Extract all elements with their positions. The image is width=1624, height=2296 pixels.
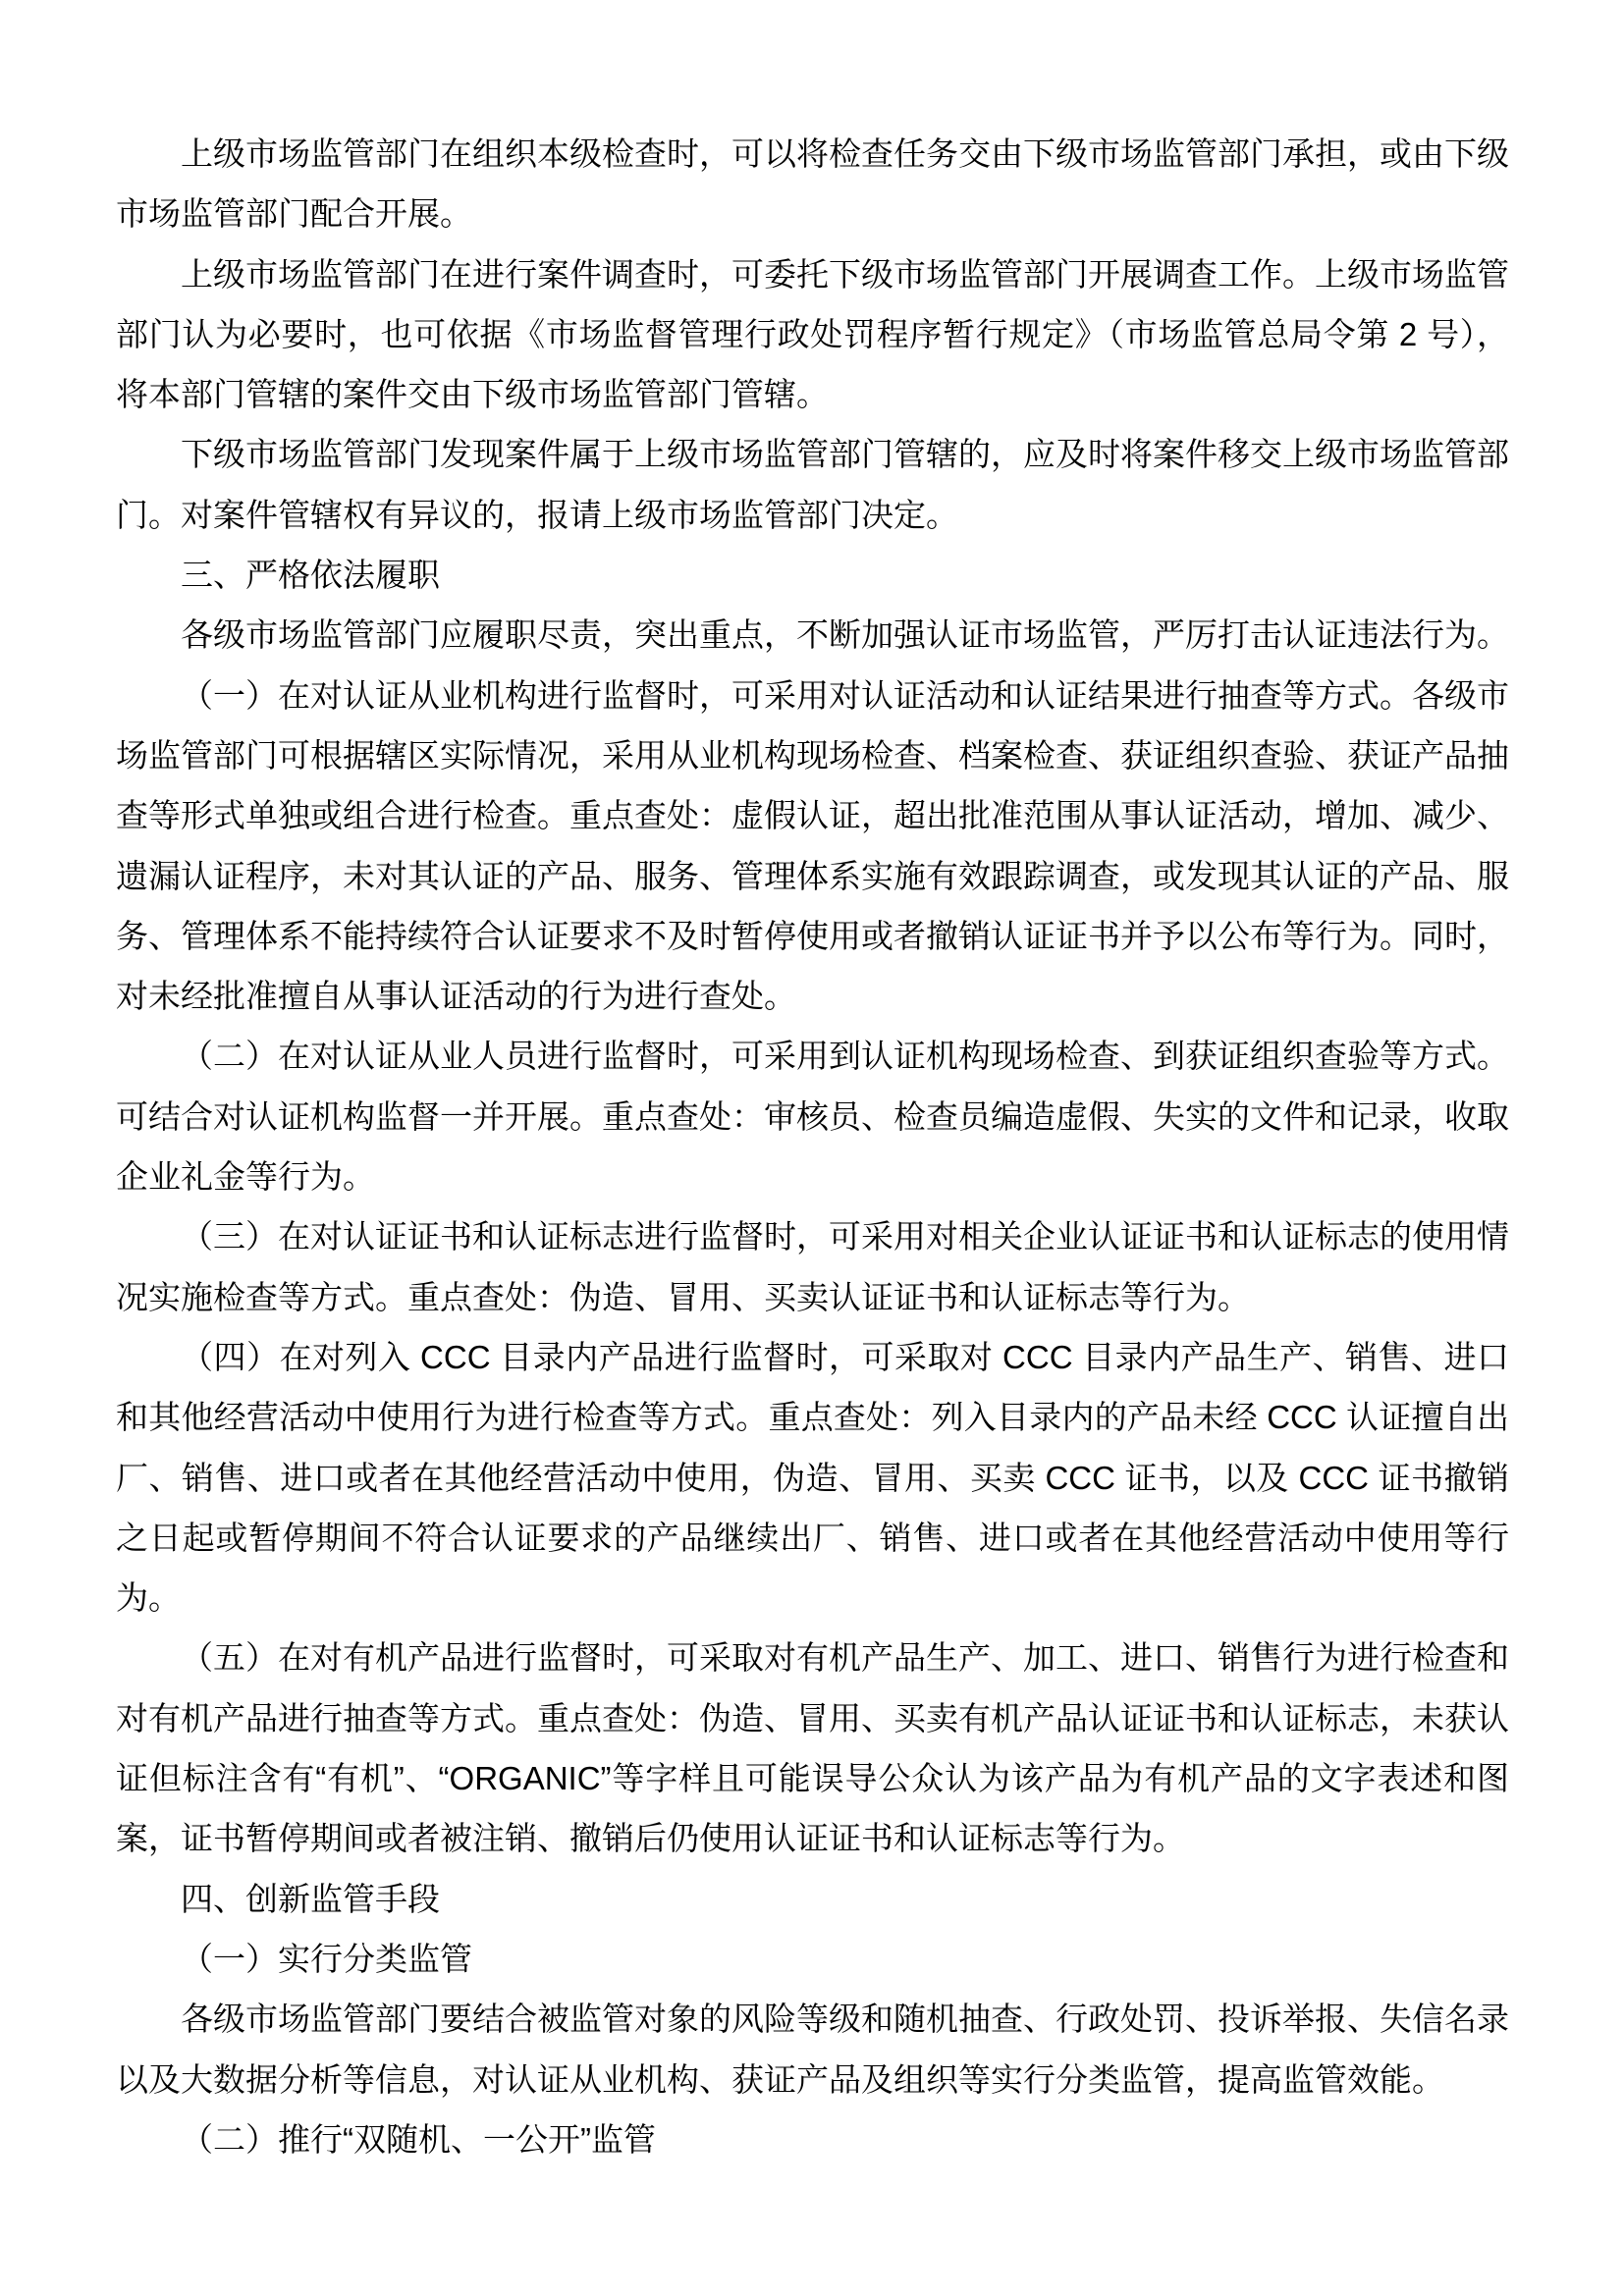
document-body <box>116 124 1509 2169</box>
paragraph-duty-overview: 各级市场监管部门应履职尽责，突出重点，不断加强认证市场监管，严厉打击认证违法行为。 <box>181 616 1509 654</box>
paragraph-classified-supervision: 各级市场监管部门要结合被监管对象的风险等级和随机抽查、行政处罚、投诉举报、失信名录以及大数据分析等信息，对认证从业机构、获证产品及组织等实行分类监管，提高监管效能。 <box>116 2001 1509 2098</box>
paragraph-case-transfer: 下级市场监管部门发现案件属于上级市场监管部门管辖的，应及时将案件移交上级市场监管部门。对案件管辖权有异议的，报请上级市场监管部门决定。 <box>116 436 1509 533</box>
paragraph-item-2-certification-personnel: （二）在对认证从业人员进行监督时，可采用到认证机构现场检查、到获证组织查验等方式。可结合对认证机构监督一并开展。重点查处：审核员、检查员编造虚假、失实的文件和记录，收取企业礼金等行为。 <box>116 1038 1509 1196</box>
subsection-heading-4-1: （一）实行分类监管 <box>181 1940 472 1977</box>
paragraph-item-1-certification-bodies: （一）在对认证从业机构进行监督时，可采用对认证活动和认证结果进行抽查等方式。各级市场监管部门可根据辖区实际情况，采用从业机构现场检查、档案检查、获证组织查验、获证产品抽查等形式单独或组合进行检查。重点查处：虚假认证，超出批准范围从事认证活动，增加、减少、遗漏认证程序，未对其认证的产品、服务、管理体系实施有效跟踪调查，或发现其认证的产品、服务、管理体系不能持续符合认证要求不及时暂停使用或者撤销认证证书并予以公布等行为。同时，对未经批准擅自从事认证活动的行为进行查处。 <box>116 676 1509 1015</box>
paragraph-item-3-certificates-marks: （三）在对认证证书和认证标志进行监督时，可采用对相关企业认证证书和认证标志的使用情况实施检查等方式。重点查处：伪造、冒用、买卖认证证书和认证标志等行为。 <box>116 1218 1509 1315</box>
paragraph-item-4-ccc-catalog-products: （四）在对列入 CCC 目录内产品进行监督时，可采取对 CCC 目录内产品生产、销售、进口和其他经营活动中使用行为进行检查等方式。重点查处：列入目录内的产品未经 CCC 认证擅自出厂、销售、进口或者在其他经营活动中使用，伪造、冒用、买卖 CCC 证书，以及 CCC 证书撤销之日起或暂停期间不符合认证要求的产品继续出厂、销售、进口或者在其他经营活动中使用等行为。 <box>116 1338 1509 1617</box>
subsection-heading-4-2: （二）推行“双随机、一公开”监管 <box>181 2120 656 2158</box>
paragraph-case-investigation: 上级市场监管部门在进行案件调查时，可委托下级市场监管部门开展调查工作。上级市场监管部门认为必要时，也可依据《市场监督管理行政处罚程序暂行规定》（市场监管总局令第 2 号），将本部门管辖的案件交由下级市场监管部门管辖。 <box>116 255 1509 413</box>
paragraph-delegation-inspection: 上级市场监管部门在组织本级检查时，可以将检查任务交由下级市场监管部门承担，或由下级市场监管部门配合开展。 <box>116 135 1509 233</box>
section-heading-4: 四、创新监管手段 <box>181 1880 440 1917</box>
section-heading-3: 三、严格依法履职 <box>181 557 440 594</box>
paragraph-item-5-organic-products: （五）在对有机产品进行监督时，可采取对有机产品生产、加工、进口、销售行为进行检查和对有机产品进行抽查等方式。重点查处：伪造、冒用、买卖有机产品认证证书和认证标志，未获认证但标注含有“有机”、“ORGANIC”等字样且可能误导公众认为该产品为有机产品的文字表述和图案，证书暂停期间或者被注销、撤销后仍使用认证证书和认证标志等行为。 <box>116 1639 1509 1857</box>
